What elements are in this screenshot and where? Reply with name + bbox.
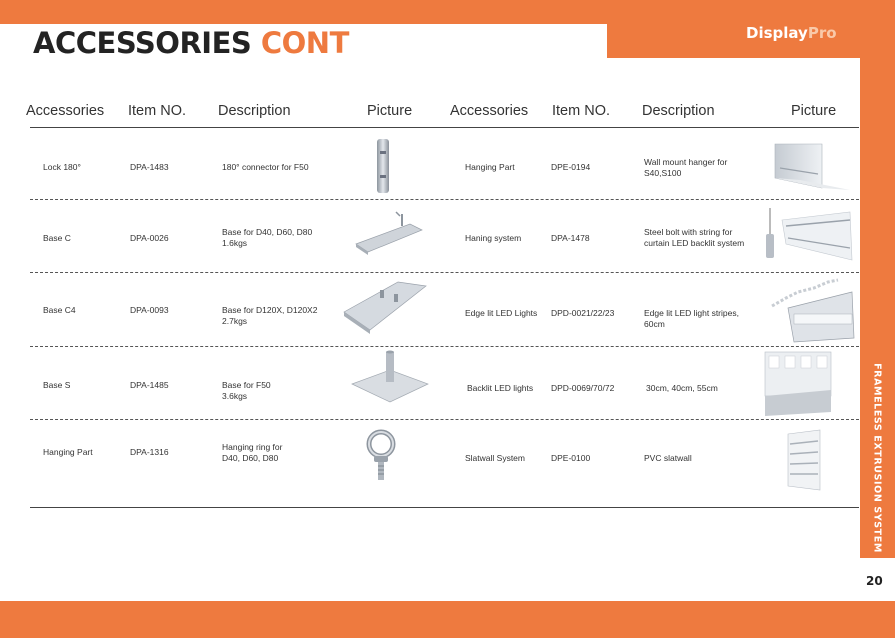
table-cell-accessory: Edge lit LED Lights	[465, 308, 538, 318]
table-cell-item-no: DPA-0026	[130, 233, 169, 243]
table-cell-item-no: DPA-1483	[130, 162, 169, 172]
table-cell-accessory: Haning system	[465, 233, 522, 243]
table-cell-description: Base for D120X, D120X2 2.7kgs	[222, 305, 318, 326]
bottom-orange-bar	[0, 601, 895, 638]
brand-accent: Pro	[807, 24, 837, 42]
brand-logo	[746, 24, 837, 42]
brand-main: Display	[746, 24, 808, 42]
header-description-right: Description	[642, 103, 715, 119]
page-number: 20	[866, 574, 883, 588]
side-label: FRAMELESS EXTRUSION SYSTEM	[871, 363, 883, 553]
table-cell-item-no: DPD-0021/22/23	[551, 308, 615, 318]
top-orange-bar	[0, 0, 895, 24]
table-cell-item-no: DPE-0194	[551, 162, 591, 172]
table-cell-description: Edge lit LED light stripes, 60cm	[644, 308, 739, 329]
table-cell-accessory: Backlit LED lights	[467, 383, 534, 393]
header-accessories-left: Accessories	[26, 103, 105, 119]
table-cell-accessory: Base S	[43, 380, 71, 390]
edge-led-icon	[768, 278, 856, 344]
title-accent: CONT	[260, 26, 349, 60]
base-c4-icon	[340, 278, 430, 336]
table-cell-accessory: Hanging Part	[43, 447, 93, 457]
table-cell-accessory: Base C4	[43, 305, 76, 315]
header-accessories-right: Accessories	[450, 103, 529, 119]
table-cell-item-no: DPA-1485	[130, 380, 169, 390]
page-title	[33, 26, 349, 60]
slatwall-icon	[778, 428, 828, 494]
table-cell-description: PVC slatwall	[644, 453, 692, 463]
table-cell-description: Base for F50 3.6kgs	[222, 380, 271, 401]
header-description-left: Description	[218, 103, 291, 119]
table-bottom-line	[30, 507, 859, 508]
table-cell-item-no: DPA-1316	[130, 447, 169, 457]
lock-connector-icon	[368, 137, 398, 195]
table-cell-item-no: DPD-0069/70/72	[551, 383, 615, 393]
row-divider	[30, 346, 859, 347]
hanging-ring-icon	[360, 428, 402, 484]
table-cell-item-no: DPE-0100	[551, 453, 591, 463]
table-cell-accessory: Lock 180°	[43, 162, 81, 172]
table-cell-item-no: DPA-0093	[130, 305, 169, 315]
table-cell-description: Wall mount hanger for S40,S100	[644, 157, 728, 178]
table-cell-description: 180° connector for F50	[222, 162, 309, 172]
row-divider	[30, 419, 859, 420]
row-divider	[30, 199, 859, 200]
wall-hanger-icon	[760, 140, 855, 195]
title-main: ACCESSORIES	[33, 26, 252, 60]
header-picture-right: Picture	[791, 103, 837, 119]
base-s-icon	[350, 350, 430, 405]
table-cell-description: Base for D40, D60, D80 1.6kgs	[222, 227, 313, 248]
table-cell-accessory: Base C	[43, 233, 71, 243]
table-cell-accessory: Hanging Part	[465, 162, 515, 172]
backlit-led-icon	[763, 350, 833, 418]
header-item-no-right: Item NO.	[552, 103, 611, 119]
header-picture-left: Picture	[367, 103, 413, 119]
hanging-system-icon	[760, 204, 855, 264]
table-cell-accessory: Slatwall System	[465, 453, 525, 463]
base-c-icon	[352, 210, 427, 262]
table-cell-description: Steel bolt with string for curtain LED backlit system	[644, 227, 745, 248]
table-cell-description: 30cm, 40cm, 55cm	[646, 383, 718, 393]
header-item-no-left: Item NO.	[128, 103, 187, 119]
table-cell-description: Hanging ring for D40, D60, D80	[222, 442, 283, 463]
table-cell-item-no: DPA-1478	[551, 233, 590, 243]
header-divider	[30, 127, 859, 128]
row-divider	[30, 272, 859, 273]
